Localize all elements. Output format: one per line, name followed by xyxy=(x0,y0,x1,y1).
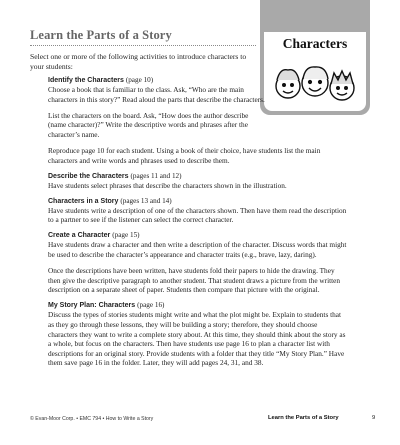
tab-label: Characters xyxy=(282,36,348,51)
section-paragraph: Have students select phrases that describe the characters shown in the illustration. xyxy=(48,180,287,190)
section-paragraph: Reproduce page 10 for each student. Using a book of their choice, have students list the main characters and write words and phrases used to describe them. xyxy=(48,145,321,165)
title-dotted-rule xyxy=(30,45,256,46)
section-heading-text: My Story Plan: Characters xyxy=(48,302,136,310)
section-page-ref: (page 16) xyxy=(137,301,165,310)
section-heading-text: Describe the Characters xyxy=(48,172,129,180)
activities-list xyxy=(48,76,348,374)
section-heading-text: Characters in a Story xyxy=(48,197,119,205)
intro-text: Select one or more of the following activities to introduce characters to your students: xyxy=(30,52,247,71)
section-paragraph: Once the descriptions have been written, have students fold their papers to hide the drawing. They then give the descriptive paragraph to another student. That student draws a picture from the written description on a separate sheet of paper. Students then compare that picture with the original. xyxy=(48,266,341,295)
section-page-ref: (pages 13 and 14) xyxy=(120,196,172,205)
section-paragraph: Discuss the types of stories students might write and what the plot might be. Explain to students that as they go through these lessons, they will be building a story; therefore, they should choose characters they want to write a complete story about. At this time, they should think about the story as a whole, but focus on the characters. Then have students use page 16 to plan a character list with descriptions for an original story. Provide students with a folder that they title “My Story Plan.” Have them save page 16 in the folder. Later, they will add pages 24, 31, and 38. xyxy=(48,310,346,368)
section-characters-in-story xyxy=(48,197,348,225)
footer-copyright: © Evan-Moor Corp. • EMC 794 • How to Write a Story xyxy=(30,416,154,422)
section-paragraph: Have students draw a character and then write a description of the character. Discuss words that might be used to describe the character’s appearance and character traits (e.g., brave, lazy, daring). xyxy=(48,240,347,260)
section-heading xyxy=(48,76,348,85)
section-heading xyxy=(48,301,348,310)
section-paragraph: List the characters on the board. Ask, “How does the author describe (name character)?” Write the descriptive words and phrases after the character’s name. xyxy=(48,110,249,139)
section-heading-text: Identify the Characters xyxy=(48,77,124,84)
section-heading xyxy=(48,172,348,181)
section-heading-text: Create a Character xyxy=(48,232,111,240)
page-title: Learn the Parts of a Story xyxy=(30,28,172,42)
section-page-ref: (page 15) xyxy=(112,231,140,240)
page-number: 9 xyxy=(372,415,376,421)
section-my-story-plan xyxy=(48,301,348,368)
section-heading xyxy=(48,231,348,240)
section-heading xyxy=(48,197,348,206)
section-paragraph: Have students write a description of one of the characters shown. Then have them read the description to a partner to see if the listener can select the correct character. xyxy=(48,205,347,225)
section-paragraph: Choose a book that is familiar to the class. Ask, “Who are the main characters in this story?” Read aloud the parts that describe the characters. xyxy=(48,85,265,104)
section-page-ref: (page 10) xyxy=(125,76,154,84)
section-page-ref: (pages 11 and 12) xyxy=(130,171,182,180)
footer-section-title: Learn the Parts of a Story xyxy=(268,415,339,421)
section-identify-characters xyxy=(48,76,348,165)
section-create-character xyxy=(48,231,348,294)
section-describe-characters xyxy=(48,172,348,191)
